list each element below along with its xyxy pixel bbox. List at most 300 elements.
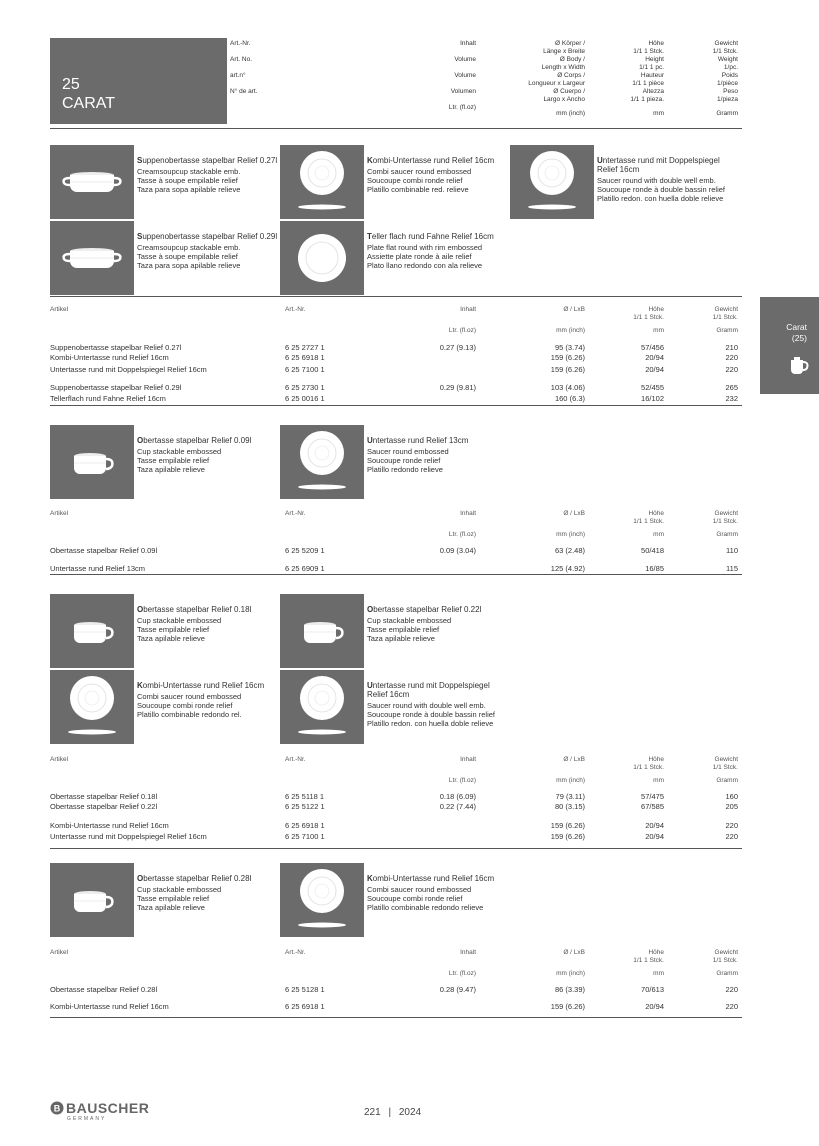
- dims-line: Ø Cuerpo /: [553, 88, 585, 95]
- unit-dim: mm (inch): [556, 777, 585, 784]
- cell-dim: 159 (6.26): [550, 821, 585, 830]
- col-header-gewicht-sub: 1/1 Stck.: [712, 518, 738, 525]
- product-desc-line: Creamsoupcup stackable emb.: [137, 243, 241, 252]
- product-title-initial: K: [367, 874, 373, 883]
- cup-icon: [50, 425, 134, 499]
- cell-hoehe: 20/94: [645, 1002, 664, 1011]
- dims-line: Largo x Ancho: [543, 96, 585, 103]
- cell-artnr: 6 25 5122 1: [285, 802, 325, 811]
- product-desc-line: Cup stackable embossed: [367, 616, 452, 625]
- cup-thumbnail: [280, 594, 364, 668]
- hoehe-unit: mm: [653, 110, 664, 117]
- col-header-hoehe-sub: 1/1 1 Stck.: [633, 314, 664, 321]
- product-desc-line: Platillo combinable red. relieve: [367, 185, 469, 194]
- col-header-hoehe-sub: 1/1 1 Stck.: [633, 764, 664, 771]
- inhalt-en: Volume: [454, 56, 476, 63]
- col-header-gewicht: Gewicht: [714, 306, 738, 313]
- cell-artikel: Kombi-Untertasse rund Relief 16cm: [50, 821, 169, 830]
- product-description: [367, 436, 512, 474]
- col-header-gewicht: Gewicht: [714, 510, 738, 517]
- cell-gewicht: 220: [725, 365, 738, 374]
- col-header-artikel: Artikel: [50, 756, 69, 763]
- cell-artikel: Untertasse rund Relief 13cm: [50, 564, 146, 573]
- cell-gewicht: 220: [725, 832, 738, 841]
- product-description: [367, 232, 512, 270]
- unit-hoehe: mm: [653, 327, 664, 334]
- cell-artikel: Tellerflach rund Fahne Relief 16cm: [50, 394, 166, 403]
- collection-header-box: [50, 38, 227, 124]
- col-header-dim: Ø / LxB: [563, 306, 585, 313]
- gewicht-unit: Gramm: [716, 110, 738, 117]
- cell-artnr: 6 25 6909 1: [285, 564, 325, 573]
- product-title-text: bertasse stapelbar Relief 0.22l: [373, 605, 482, 614]
- cell-inhalt: 0.28 (9.47): [439, 985, 476, 994]
- saucer-icon: [280, 145, 364, 219]
- saucer-thumbnail: [50, 670, 134, 744]
- cell-hoehe: 57/456: [641, 343, 664, 352]
- col-header-gewicht: Gewicht: [714, 949, 738, 956]
- col-header-hoehe: Höhe: [648, 510, 664, 517]
- product-title: [137, 874, 282, 883]
- product-title-initial: K: [367, 156, 373, 165]
- col-header-gewicht: Gewicht: [714, 756, 738, 763]
- saucer-thumbnail: [280, 863, 364, 937]
- product-description: [367, 874, 512, 912]
- gewicht-line: 1/pc.: [723, 64, 738, 71]
- product-desc-line: Taza para sopa apilable relieve: [137, 185, 241, 194]
- product-title: [597, 156, 742, 174]
- col-header-artnr: Art.-Nr.: [285, 949, 306, 956]
- cell-artnr: 6 25 6918 1: [285, 821, 325, 830]
- inhalt-es: Volumen: [450, 88, 476, 95]
- product-desc-line: Saucer round with double well emb.: [367, 701, 486, 710]
- gewicht-line: 1/pièce: [717, 80, 738, 87]
- brand-name: BAUSCHER: [66, 1100, 150, 1116]
- product-title: [137, 605, 282, 614]
- col-header-artnr: Art.-Nr.: [285, 510, 306, 517]
- teapot-icon: [785, 354, 811, 376]
- cell-dim: 159 (6.26): [550, 353, 585, 362]
- product-title-text: ntertasse rund mit Doppelspiegel Relief 16cm: [367, 681, 490, 699]
- table-row: [50, 821, 742, 831]
- col-header-gewicht-sub: 1/1 Stck.: [712, 764, 738, 771]
- product-title-text: ntertasse rund Relief 13cm: [372, 436, 469, 445]
- cell-dim: 95 (3.74): [554, 343, 585, 352]
- section-tab[interactable]: [760, 297, 819, 394]
- col-header-inhalt: Inhalt: [460, 306, 476, 313]
- product-desc-line: Soucoupe combi ronde relief: [367, 176, 463, 185]
- product-title-initial: S: [137, 232, 143, 241]
- cell-gewicht: 232: [725, 394, 738, 403]
- product-description: [137, 681, 282, 719]
- table-divider: [50, 405, 742, 406]
- product-desc-line: Taza apilable relieve: [137, 634, 205, 643]
- plate-icon: [280, 221, 364, 295]
- cell-artnr: 6 25 5209 1: [285, 546, 325, 555]
- unit-hoehe: mm: [653, 777, 664, 784]
- product-desc-line: Soucoupe ronde à double bassin relief: [367, 710, 496, 719]
- table-row: [50, 832, 742, 842]
- table-row: [50, 365, 742, 375]
- col-header-hoehe: Höhe: [648, 756, 664, 763]
- cell-inhalt: 0.09 (3.04): [439, 546, 476, 555]
- dims-line: Length x Width: [541, 64, 585, 71]
- label-artnr-en: Art. No.: [230, 56, 253, 63]
- page-separator: |: [388, 1107, 392, 1118]
- col-header-artnr: Art.-Nr.: [285, 756, 306, 763]
- cup-icon: [50, 863, 134, 937]
- cell-dim: 159 (6.26): [550, 365, 585, 374]
- product-title-text: bertasse stapelbar Relief 0.09l: [143, 436, 252, 445]
- dims-line: Ø Körper /: [555, 40, 585, 47]
- col-header-gewicht-sub: 1/1 Stck.: [712, 314, 738, 321]
- product-desc-line: Plato llano redondo con ala relieve: [367, 261, 483, 270]
- table-row: [50, 802, 742, 812]
- product-desc-line: Saucer round embossed: [367, 447, 449, 456]
- cup-thumbnail: [50, 594, 134, 668]
- cup-thumbnail: [50, 863, 134, 937]
- header-hoehe: [600, 40, 664, 118]
- col-header-hoehe: Höhe: [648, 949, 664, 956]
- dims-unit: mm (inch): [556, 110, 585, 117]
- unit-dim: mm (inch): [556, 327, 585, 334]
- product-desc-line: Taza apilable relieve: [367, 634, 435, 643]
- cell-artikel: Kombi-Untertasse rund Relief 16cm: [50, 353, 169, 362]
- inhalt-unit: Ltr. (fl.oz): [448, 104, 476, 111]
- product-desc-line: Taza apilable relieve: [137, 903, 205, 912]
- product-desc-line: Tasse à soupe empilable relief: [137, 252, 238, 261]
- svg-text:B: B: [53, 1103, 61, 1114]
- product-title: [367, 232, 512, 241]
- col-header-inhalt: Inhalt: [460, 756, 476, 763]
- dims-line: Ø Body /: [559, 56, 585, 63]
- cell-artikel: Obertasse stapelbar Relief 0.22l: [50, 802, 158, 811]
- product-desc-line: Tasse empilable relief: [137, 456, 210, 465]
- product-title: [367, 605, 512, 614]
- collection-name: CARAT: [62, 95, 116, 112]
- gewicht-line: 1/pieza: [717, 96, 738, 103]
- cell-gewicht: 205: [725, 802, 738, 811]
- product-description: [137, 232, 282, 270]
- product-desc-line: Platillo redon. con huella doble relieve: [367, 719, 494, 728]
- product-title-text: eller flach rund Fahne Relief 16cm: [371, 232, 494, 241]
- cell-dim: 103 (4.06): [550, 383, 585, 392]
- product-title-text: uppenobertasse stapelbar Relief 0.27l: [142, 156, 278, 165]
- product-title: [367, 436, 512, 445]
- bauscher-logo: [50, 1101, 64, 1115]
- cell-dim: 125 (4.92): [550, 564, 585, 573]
- cell-gewicht: 110: [726, 546, 738, 555]
- unit-dim: mm (inch): [556, 531, 585, 538]
- cell-artikel: Suppenobertasse stapelbar Relief 0.27l: [50, 343, 182, 352]
- col-header-hoehe-sub: 1/1 1 Stck.: [633, 957, 664, 964]
- collection-number: 25: [62, 76, 80, 93]
- product-desc-line: Taza apilable relieve: [137, 465, 205, 474]
- product-description: [597, 156, 742, 203]
- dims-line: Longueur x Largeur: [528, 80, 585, 87]
- cell-hoehe: 70/613: [641, 985, 664, 994]
- product-desc-line: Platillo combinable redondo relieve: [367, 903, 484, 912]
- cell-artnr: 6 25 5128 1: [285, 985, 325, 994]
- product-title-text: ombi-Untertasse rund Relief 16cm: [372, 156, 495, 165]
- hoehe-line: 1/1 1 pc.: [639, 64, 664, 71]
- product-desc-line: Assiette plate ronde à aile relief: [367, 252, 472, 261]
- cell-artikel: Obertasse stapelbar Relief 0.09l: [50, 546, 158, 555]
- product-title-text: ntertasse rund mit Doppelspiegel Relief 16cm: [597, 156, 720, 174]
- product-title: [367, 156, 512, 165]
- product-desc-line: Saucer round with double well emb.: [597, 176, 716, 185]
- product-desc-line: Plate flat round with rim embossed: [367, 243, 483, 252]
- cell-inhalt: 0.29 (9.81): [439, 383, 476, 392]
- cell-artikel: Untertasse rund mit Doppelspiegel Relief 16cm: [50, 832, 207, 841]
- saucer-icon: [510, 145, 594, 219]
- inhalt-de: Inhalt: [460, 40, 476, 47]
- gewicht-line: Weight: [717, 56, 738, 63]
- product-title: [137, 681, 282, 690]
- col-header-dim: Ø / LxB: [563, 510, 585, 517]
- col-header-artikel: Artikel: [50, 510, 69, 517]
- table-row: [50, 343, 742, 353]
- product-desc-line: Soucoupe ronde relief: [367, 456, 441, 465]
- divider: [50, 128, 742, 129]
- product-title: [137, 436, 282, 445]
- label-artnr-es: N° de art.: [230, 88, 258, 95]
- table-row: [50, 394, 742, 404]
- cell-gewicht: 160: [725, 792, 738, 801]
- product-description: [137, 874, 282, 912]
- cell-dim: 160 (6.3): [554, 394, 585, 403]
- header-inhalt: [400, 40, 476, 112]
- hoehe-line: 1/1 1 pièce: [632, 80, 664, 87]
- cell-gewicht: 220: [725, 353, 738, 362]
- product-title: [137, 232, 282, 241]
- product-desc-line: Platillo redondo relieve: [367, 465, 443, 474]
- cell-dim: 79 (3.11): [555, 792, 585, 801]
- col-header-artikel: Artikel: [50, 949, 69, 956]
- cell-hoehe: 50/418: [641, 546, 664, 555]
- product-desc-line: Combi saucer round embossed: [367, 167, 472, 176]
- cell-hoehe: 20/94: [645, 353, 664, 362]
- product-desc-line: Creamsoupcup stackable emb.: [137, 167, 241, 176]
- cell-artnr: 6 25 7100 1: [285, 832, 325, 841]
- plate-thumbnail: [280, 221, 364, 295]
- unit-inhalt: Ltr. (fl.oz): [448, 327, 476, 334]
- cell-inhalt: 0.18 (6.09): [439, 792, 476, 801]
- saucer-thumbnail: [280, 670, 364, 744]
- product-description: [367, 681, 512, 728]
- cell-hoehe: 20/94: [645, 821, 664, 830]
- table-row: [50, 985, 742, 995]
- product-desc-line: Soucoupe combi ronde relief: [137, 701, 233, 710]
- saucer-icon: [280, 670, 364, 744]
- saucer-icon: [50, 670, 134, 744]
- cell-artnr: 6 25 0016 1: [285, 394, 325, 403]
- cell-hoehe: 16/102: [641, 394, 664, 403]
- product-title: [367, 874, 512, 883]
- cell-artikel: Kombi-Untertasse rund Relief 16cm: [50, 1002, 169, 1011]
- product-title-text: ombi-Untertasse rund Relief 16cm: [372, 874, 495, 883]
- cell-dim: 159 (6.26): [550, 832, 585, 841]
- cell-hoehe: 20/94: [645, 832, 664, 841]
- product-desc-line: Cup stackable embossed: [137, 885, 222, 894]
- cell-artikel: Suppenobertasse stapelbar Relief 0.29l: [50, 383, 182, 392]
- unit-gewicht: Gramm: [716, 327, 738, 334]
- unit-hoehe: mm: [653, 970, 664, 977]
- cell-artikel: Obertasse stapelbar Relief 0.18l: [50, 792, 158, 801]
- gewicht-line: Poids: [721, 72, 738, 79]
- col-header-dim: Ø / LxB: [563, 756, 585, 763]
- saucer-icon: [280, 425, 364, 499]
- inhalt-fr: Volume: [454, 72, 476, 79]
- cell-gewicht: 220: [725, 1002, 738, 1011]
- table-row: [50, 383, 742, 393]
- cell-hoehe: 20/94: [645, 365, 664, 374]
- label-artnr-fr: art.n°: [230, 72, 246, 79]
- product-title-initial: U: [597, 156, 603, 165]
- page-year: 2024: [398, 1107, 422, 1118]
- product-title-initial: O: [367, 605, 374, 614]
- saucer-thumbnail: [280, 425, 364, 499]
- unit-inhalt: Ltr. (fl.oz): [448, 970, 476, 977]
- product-title-initial: S: [137, 156, 143, 165]
- gewicht-line: 1/1 Stck.: [712, 48, 738, 55]
- product-desc-line: Tasse empilable relief: [367, 625, 440, 634]
- brand-country: GERMANY: [67, 1116, 107, 1122]
- product-description: [367, 605, 512, 643]
- hoehe-line: Hauteur: [640, 72, 664, 79]
- cell-artnr: 6 25 7100 1: [285, 365, 325, 374]
- tab-label: Carat: [786, 322, 807, 332]
- table-divider: [50, 1017, 742, 1018]
- header-labels: [230, 40, 258, 96]
- gewicht-line: Gewicht: [714, 40, 738, 47]
- table-divider: [50, 574, 742, 575]
- product-desc-line: Platillo combinable redondo rel.: [137, 710, 242, 719]
- cell-artnr: 6 25 5118 1: [285, 792, 325, 801]
- soup-cup-thumbnail: [50, 221, 134, 295]
- cell-dim: 159 (6.26): [550, 1002, 585, 1011]
- product-desc-line: Cup stackable embossed: [137, 447, 222, 456]
- product-title-initial: U: [367, 436, 373, 445]
- saucer-thumbnail: [280, 145, 364, 219]
- table-row: [50, 353, 742, 363]
- col-header-artikel: Artikel: [50, 306, 69, 313]
- product-title-initial: O: [137, 436, 144, 445]
- cup-thumbnail: [50, 425, 134, 499]
- label-artnr-de: Art.-Nr.: [230, 40, 251, 47]
- hoehe-line: Height: [645, 56, 664, 63]
- cell-artikel: Obertasse stapelbar Relief 0.28l: [50, 985, 158, 994]
- cell-hoehe: 67/585: [641, 802, 664, 811]
- product-title-text: bertasse stapelbar Relief 0.28l: [143, 874, 252, 883]
- cell-dim: 80 (3.15): [554, 802, 585, 811]
- saucer-icon: [280, 863, 364, 937]
- cell-gewicht: 210: [725, 343, 738, 352]
- product-title-initial: K: [137, 681, 143, 690]
- product-title-text: ombi-Untertasse rund Relief 16cm: [142, 681, 265, 690]
- product-title-initial: O: [137, 605, 144, 614]
- page-info: [364, 1107, 421, 1118]
- cell-artnr: 6 25 2730 1: [285, 383, 325, 392]
- product-description: [137, 156, 282, 194]
- cell-hoehe: 52/455: [641, 383, 664, 392]
- gewicht-line: Peso: [723, 88, 738, 95]
- product-description: [137, 436, 282, 474]
- soup-cup-thumbnail: [50, 145, 134, 219]
- product-desc-line: Taza para sopa apilable relieve: [137, 261, 241, 270]
- soup-cup-icon: [50, 145, 134, 219]
- cell-dim: 86 (3.39): [554, 985, 585, 994]
- cell-dim: 63 (2.48): [554, 546, 585, 555]
- product-desc-line: Soucoupe ronde à double bassin relief: [597, 185, 726, 194]
- unit-inhalt: Ltr. (fl.oz): [448, 531, 476, 538]
- cell-hoehe: 16/85: [645, 564, 664, 573]
- cell-artnr: 6 25 6918 1: [285, 1002, 325, 1011]
- cell-inhalt: 0.22 (7.44): [439, 802, 476, 811]
- table-divider: [50, 296, 742, 297]
- header-dims: [490, 40, 585, 118]
- dims-line: Länge x Breite: [543, 48, 585, 55]
- hoehe-line: 1/1 1 Stck.: [633, 48, 664, 55]
- col-header-hoehe: Höhe: [648, 306, 664, 313]
- tab-number: (25): [791, 333, 807, 343]
- product-desc-line: Tasse empilable relief: [137, 894, 210, 903]
- product-desc-line: Cup stackable embossed: [137, 616, 222, 625]
- col-header-inhalt: Inhalt: [460, 949, 476, 956]
- hoehe-line: 1/1 1 pieza.: [630, 96, 664, 103]
- col-header-gewicht-sub: 1/1 Stck.: [712, 957, 738, 964]
- product-desc-line: Soucoupe combi ronde relief: [367, 894, 463, 903]
- cell-gewicht: 265: [725, 383, 738, 392]
- saucer-thumbnail: [510, 145, 594, 219]
- cell-artnr: 6 25 2727 1: [285, 343, 325, 352]
- cup-icon: [280, 594, 364, 668]
- hoehe-line: Höhe: [648, 40, 664, 47]
- unit-gewicht: Gramm: [716, 777, 738, 784]
- soup-cup-icon: [50, 221, 134, 295]
- cell-inhalt: 0.27 (9.13): [439, 343, 476, 352]
- cup-icon: [50, 594, 134, 668]
- cell-gewicht: 220: [725, 985, 738, 994]
- product-title-initial: U: [367, 681, 373, 690]
- product-desc-line: Combi saucer round embossed: [137, 692, 242, 701]
- table-row: [50, 792, 742, 802]
- header-gewicht: [680, 40, 738, 118]
- unit-inhalt: Ltr. (fl.oz): [448, 777, 476, 784]
- cell-artnr: 6 25 6918 1: [285, 353, 325, 362]
- product-title-initial: O: [137, 874, 144, 883]
- col-header-hoehe-sub: 1/1 1 Stck.: [633, 518, 664, 525]
- unit-hoehe: mm: [653, 531, 664, 538]
- product-desc-line: Platillo redon. con huella doble relieve: [597, 194, 724, 203]
- hoehe-line: Altezza: [642, 88, 664, 95]
- table-row: [50, 546, 742, 556]
- table-divider: [50, 848, 742, 849]
- unit-gewicht: Gramm: [716, 970, 738, 977]
- product-desc-line: Combi saucer round embossed: [367, 885, 472, 894]
- product-description: [137, 605, 282, 643]
- table-row: [50, 564, 742, 574]
- unit-gewicht: Gramm: [716, 531, 738, 538]
- page-number: 221: [364, 1107, 381, 1118]
- col-header-artnr: Art.-Nr.: [285, 306, 306, 313]
- dims-line: Ø Corps /: [557, 72, 585, 79]
- unit-dim: mm (inch): [556, 970, 585, 977]
- product-desc-line: Tasse à soupe empilable relief: [137, 176, 238, 185]
- table-row: [50, 1002, 742, 1012]
- cell-hoehe: 57/475: [641, 792, 664, 801]
- product-title-text: uppenobertasse stapelbar Relief 0.29l: [142, 232, 278, 241]
